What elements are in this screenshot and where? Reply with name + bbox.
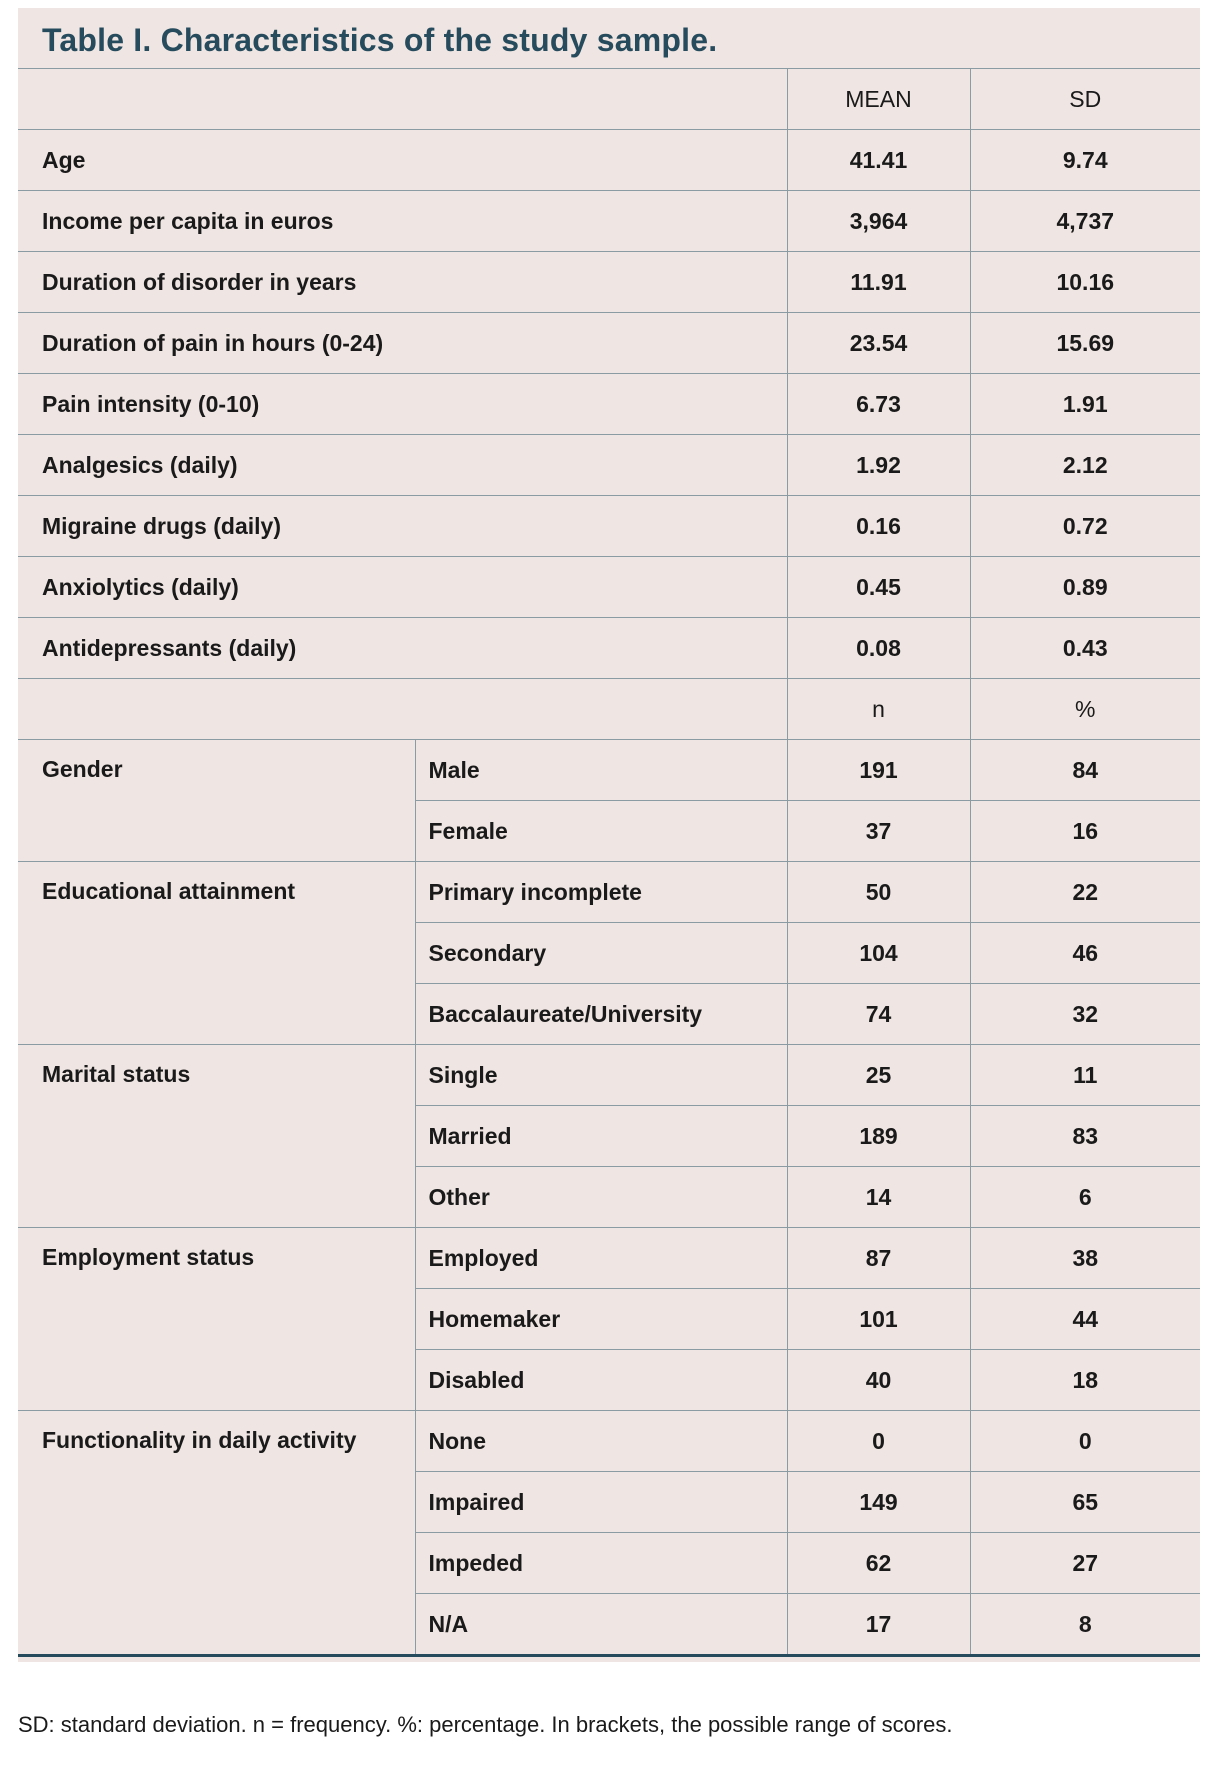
pct-value: 18 bbox=[970, 1350, 1200, 1411]
table-row bbox=[18, 374, 1200, 435]
table-title: Table I. Characteristics of the study sample. bbox=[42, 22, 718, 58]
pct-value: 0 bbox=[970, 1411, 1200, 1472]
n-value: 149 bbox=[787, 1472, 970, 1533]
n-value: 101 bbox=[787, 1289, 970, 1350]
pct-value: 27 bbox=[970, 1533, 1200, 1594]
category-label: Single bbox=[415, 1045, 787, 1106]
characteristics-table bbox=[18, 68, 1200, 1657]
pct-value: 32 bbox=[970, 984, 1200, 1045]
category-label: Impaired bbox=[415, 1472, 787, 1533]
row-label: Income per capita in euros bbox=[18, 191, 787, 252]
table-row bbox=[18, 496, 1200, 557]
pct-value: 84 bbox=[970, 740, 1200, 801]
category-label: None bbox=[415, 1411, 787, 1472]
category-label: Impeded bbox=[415, 1533, 787, 1594]
n-value: 189 bbox=[787, 1106, 970, 1167]
n-value: 0 bbox=[787, 1411, 970, 1472]
row-label: Analgesics (daily) bbox=[18, 435, 787, 496]
sd-value: 10.16 bbox=[970, 252, 1200, 313]
category-label: Employed bbox=[415, 1228, 787, 1289]
group-label: Marital status bbox=[18, 1045, 415, 1228]
header-pct: % bbox=[970, 679, 1200, 740]
group-label: Educational attainment bbox=[18, 862, 415, 1045]
sd-value: 4,737 bbox=[970, 191, 1200, 252]
pct-value: 16 bbox=[970, 801, 1200, 862]
n-value: 37 bbox=[787, 801, 970, 862]
category-label: Secondary bbox=[415, 923, 787, 984]
mean-value: 0.08 bbox=[787, 618, 970, 679]
category-label: Other bbox=[415, 1167, 787, 1228]
pct-value: 44 bbox=[970, 1289, 1200, 1350]
row-label: Migraine drugs (daily) bbox=[18, 496, 787, 557]
header-blank bbox=[18, 679, 787, 740]
header-mean: MEAN bbox=[787, 69, 970, 130]
sd-value: 2.12 bbox=[970, 435, 1200, 496]
row-label: Age bbox=[18, 130, 787, 191]
category-label: Female bbox=[415, 801, 787, 862]
table-row bbox=[18, 1411, 1200, 1472]
pct-value: 65 bbox=[970, 1472, 1200, 1533]
n-value: 14 bbox=[787, 1167, 970, 1228]
pct-value: 83 bbox=[970, 1106, 1200, 1167]
sd-value: 1.91 bbox=[970, 374, 1200, 435]
pct-value: 11 bbox=[970, 1045, 1200, 1106]
pct-value: 8 bbox=[970, 1594, 1200, 1656]
table-row bbox=[18, 313, 1200, 374]
mean-value: 0.16 bbox=[787, 496, 970, 557]
category-label: Homemaker bbox=[415, 1289, 787, 1350]
group-label: Functionality in daily activity bbox=[18, 1411, 415, 1656]
sd-value: 0.72 bbox=[970, 496, 1200, 557]
mean-value: 3,964 bbox=[787, 191, 970, 252]
row-label: Antidepressants (daily) bbox=[18, 618, 787, 679]
category-label: Male bbox=[415, 740, 787, 801]
table-row bbox=[18, 435, 1200, 496]
n-value: 74 bbox=[787, 984, 970, 1045]
table-row bbox=[18, 618, 1200, 679]
table-row bbox=[18, 252, 1200, 313]
table-row bbox=[18, 862, 1200, 923]
group-label: Gender bbox=[18, 740, 415, 862]
table-row bbox=[18, 1045, 1200, 1106]
n-value: 17 bbox=[787, 1594, 970, 1656]
group-label: Employment status bbox=[18, 1228, 415, 1411]
row-label: Pain intensity (0-10) bbox=[18, 374, 787, 435]
header-sd: SD bbox=[970, 69, 1200, 130]
header-blank bbox=[18, 69, 787, 130]
mean-value: 0.45 bbox=[787, 557, 970, 618]
mean-value: 41.41 bbox=[787, 130, 970, 191]
header-row-n-pct bbox=[18, 679, 1200, 740]
category-label: Married bbox=[415, 1106, 787, 1167]
row-label: Duration of disorder in years bbox=[18, 252, 787, 313]
n-value: 62 bbox=[787, 1533, 970, 1594]
row-label: Duration of pain in hours (0-24) bbox=[18, 313, 787, 374]
mean-value: 23.54 bbox=[787, 313, 970, 374]
n-value: 40 bbox=[787, 1350, 970, 1411]
pct-value: 22 bbox=[970, 862, 1200, 923]
mean-value: 11.91 bbox=[787, 252, 970, 313]
table-row bbox=[18, 191, 1200, 252]
mean-value: 6.73 bbox=[787, 374, 970, 435]
n-value: 104 bbox=[787, 923, 970, 984]
n-value: 191 bbox=[787, 740, 970, 801]
table-footnote: SD: standard deviation. n = frequency. %: percentage. In brackets, the possible range of scores. bbox=[18, 1712, 953, 1737]
table-row bbox=[18, 557, 1200, 618]
category-label: Disabled bbox=[415, 1350, 787, 1411]
pct-value: 6 bbox=[970, 1167, 1200, 1228]
header-n: n bbox=[787, 679, 970, 740]
table-panel bbox=[18, 8, 1200, 1662]
table-row bbox=[18, 740, 1200, 801]
sd-value: 0.43 bbox=[970, 618, 1200, 679]
sd-value: 15.69 bbox=[970, 313, 1200, 374]
pct-value: 38 bbox=[970, 1228, 1200, 1289]
n-value: 87 bbox=[787, 1228, 970, 1289]
category-label: Baccalaureate/University bbox=[415, 984, 787, 1045]
row-label: Anxiolytics (daily) bbox=[18, 557, 787, 618]
header-row-mean-sd bbox=[18, 69, 1200, 130]
n-value: 25 bbox=[787, 1045, 970, 1106]
table-row bbox=[18, 130, 1200, 191]
table-row bbox=[18, 1228, 1200, 1289]
mean-value: 1.92 bbox=[787, 435, 970, 496]
sd-value: 9.74 bbox=[970, 130, 1200, 191]
pct-value: 46 bbox=[970, 923, 1200, 984]
n-value: 50 bbox=[787, 862, 970, 923]
category-label: N/A bbox=[415, 1594, 787, 1656]
category-label: Primary incomplete bbox=[415, 862, 787, 923]
sd-value: 0.89 bbox=[970, 557, 1200, 618]
